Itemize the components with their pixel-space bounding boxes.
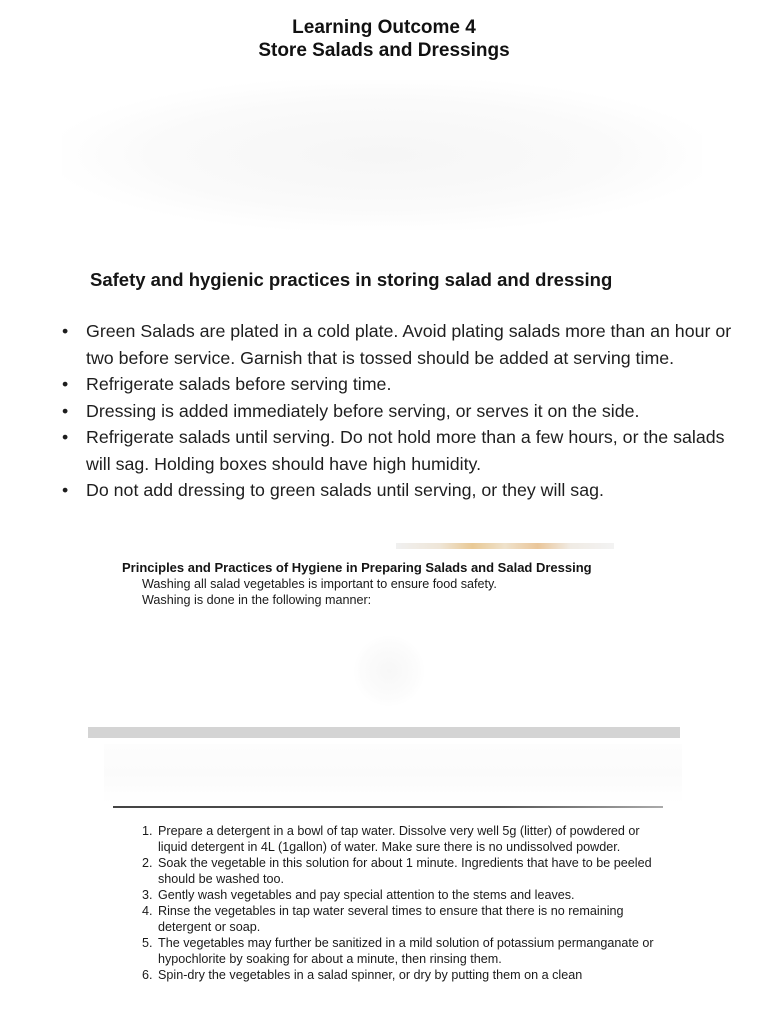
bullet-icon: • (62, 374, 69, 394)
step-number: 5. (142, 936, 153, 950)
step-text: The vegetables may further be sanitized in a mild solution of potassium permanganate or hypochlorite by soaking for about a minute, then rinsing them. (158, 936, 654, 966)
step-text: Prepare a detergent in a bowl of tap water. Dissolve very well 5g (litter) of powdered or liquid detergent in 4L (1gallon) of water. Make sure there is no undissolved powder. (158, 824, 640, 854)
list-item (142, 935, 662, 967)
list-item (58, 371, 748, 398)
step-text: Soak the vegetable in this solution for about 1 minute. Ingredients that have to be peeled should be washed too. (158, 856, 652, 886)
list-item (58, 318, 748, 371)
list-item (142, 823, 662, 855)
step-text: Gently wash vegetables and pay special attention to the stems and leaves. (158, 888, 575, 902)
hygiene-intro-line-2: Washing is done in the following manner: (142, 593, 372, 607)
faded-image-circle (354, 636, 424, 706)
page-title-line-1: Learning Outcome 4 (292, 17, 476, 38)
hygiene-intro-line-1: Washing all salad vegetables is important to ensure food safety. (142, 577, 497, 591)
list-item-text: Refrigerate salads before serving time. (86, 374, 392, 394)
list-item (58, 398, 748, 425)
washing-steps-list (142, 823, 662, 983)
bullet-icon: • (62, 480, 69, 500)
bullet-icon: • (62, 427, 69, 447)
list-item-text: Green Salads are plated in a cold plate. Avoid plating salads more than an hour or two before service. Garnish that is tossed should be added at serving time. (86, 321, 732, 368)
list-item-text: Do not add dressing to green salads until serving, or they will sag. (86, 480, 604, 500)
step-number: 3. (142, 888, 153, 902)
faded-image-box (104, 744, 682, 804)
bullet-icon: • (62, 321, 69, 341)
list-item (142, 967, 662, 983)
page-title-line-2: Store Salads and Dressings (258, 40, 510, 61)
step-number: 4. (142, 904, 153, 918)
list-item (58, 477, 748, 504)
horizontal-rule (113, 806, 663, 808)
list-item-text: Dressing is added immediately before serving, or serves it on the side. (86, 400, 640, 421)
faded-image-strip (396, 543, 614, 549)
bullet-icon: • (62, 400, 69, 421)
faded-image-region (62, 80, 702, 230)
step-number: 6. (142, 968, 153, 982)
step-text: Spin-dry the vegetables in a salad spinner, or dry by putting them on a clean (158, 968, 583, 982)
safety-section-heading: Safety and hygienic practices in storing salad and dressing (90, 269, 613, 290)
list-item (58, 424, 748, 477)
step-text: Rinse the vegetables in tap water several times to ensure that there is no remaining detergent or soap. (158, 904, 624, 934)
safety-practices-list (58, 318, 748, 504)
step-number: 1. (142, 824, 153, 838)
list-item (142, 903, 662, 935)
hygiene-section (122, 560, 682, 608)
page-header (0, 16, 768, 62)
hygiene-section-title: Principles and Practices of Hygiene in Preparing Salads and Salad Dressing (122, 560, 592, 575)
list-item (142, 855, 662, 887)
list-item-text: Refrigerate salads until serving. Do not hold more than a few hours, or the salads will sag. Holding boxes should have high humidity. (86, 427, 725, 474)
step-number: 2. (142, 856, 153, 870)
list-item (142, 887, 662, 903)
gray-divider-bar (88, 727, 680, 738)
